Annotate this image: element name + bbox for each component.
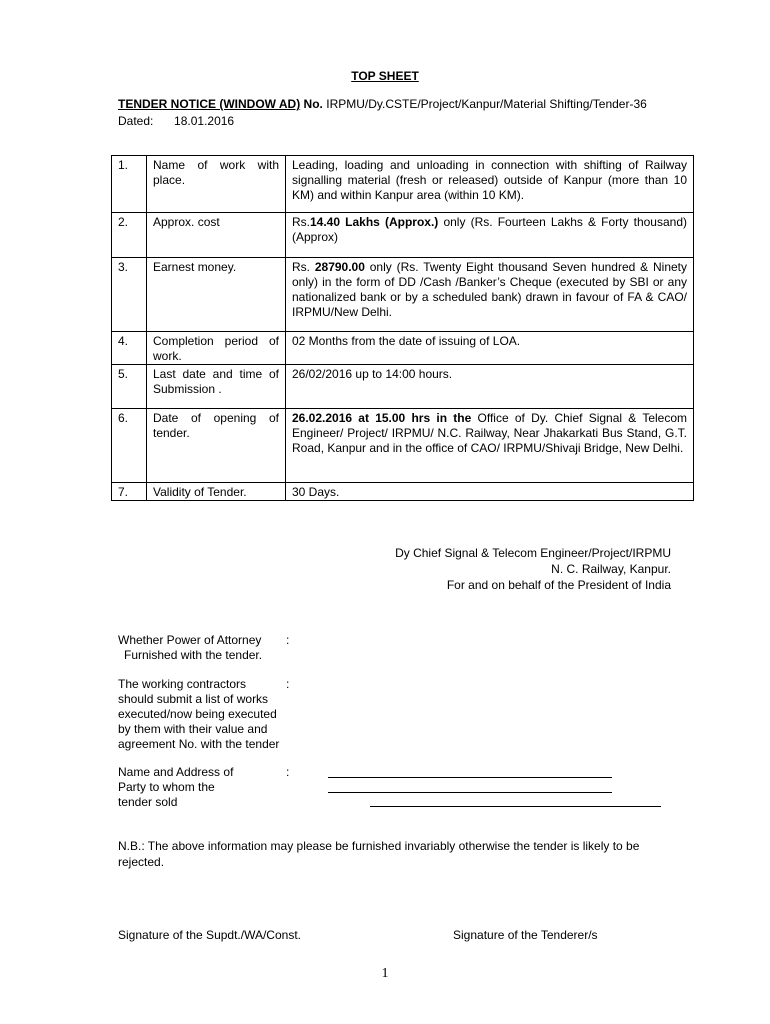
signatory-block xyxy=(395,545,671,593)
value-prefix: Rs. xyxy=(292,260,315,274)
row-value xyxy=(286,213,694,258)
value-rest: Office of Dy. Chief Signal & Telecom Engineer/ Project/ IRPMU/ N.C. Railway, Near Jhakarkati Bus Stand, G.T. Road, Kanpur and in the office of CAO/ IRPMU/Shivaji Bridge, New Delhi. xyxy=(292,411,688,455)
field-label: should submit a list of works xyxy=(118,692,269,706)
table-row xyxy=(112,213,694,258)
row-label: Approx. cost xyxy=(147,213,286,258)
table-row xyxy=(112,365,694,409)
table-row xyxy=(112,332,694,365)
table-row xyxy=(112,409,694,483)
row-label: Completion period of work. xyxy=(147,332,286,365)
page-title: TOP SHEET xyxy=(351,69,419,83)
table-row xyxy=(112,483,694,501)
tender-notice-line xyxy=(118,97,647,111)
value-prefix: Rs. xyxy=(292,215,310,229)
works-list-field xyxy=(118,677,279,752)
row-value: 02 Months from the date of issuing of LOA. xyxy=(286,332,694,365)
field-colon: : xyxy=(286,633,290,647)
field-label: Furnished with the tender. xyxy=(124,648,263,662)
blank-line xyxy=(328,777,612,778)
row-label: Name of work with place. xyxy=(147,156,286,213)
power-of-attorney-field xyxy=(118,633,262,663)
value-rest: only (Rs. Twenty Eight thousand Seven hundred & Ninety only) in the form of DD /Cash /Banker’s Cheque (executed by SBI or any nationalized bank or by a scheduled bank) drawn in favour of FA & CAO/ IRPMU/New Delhi. xyxy=(292,260,688,319)
signatory-behalf: For and on behalf of the President of India xyxy=(446,578,671,592)
signatory-designation: Dy Chief Signal & Telecom Engineer/Project/IRPMU xyxy=(395,546,671,560)
row-number: 1. xyxy=(112,156,147,213)
signatory-office: N. C. Railway, Kanpur. xyxy=(551,562,671,576)
row-label: Date of opening of tender. xyxy=(147,409,286,483)
tender-details-table xyxy=(111,155,694,501)
value-bold: 14.40 Lakhs (Approx.) xyxy=(310,215,439,229)
dated-value: 18.01.2016 xyxy=(174,114,235,128)
row-label: Validity of Tender. xyxy=(147,483,286,501)
row-number: 7. xyxy=(112,483,147,501)
blank-line xyxy=(328,792,612,793)
nb-note: N.B.: The above information may please be furnished invariably otherwise the tender is likely to be rejected. xyxy=(118,839,640,869)
field-label: The working contractors xyxy=(118,677,247,691)
value-bold: 26.02.2016 at 15.00 hrs in the xyxy=(292,411,472,425)
row-number: 4. xyxy=(112,332,147,365)
field-label: by them with their value and xyxy=(118,722,268,736)
row-number: 3. xyxy=(112,258,147,332)
dated-label: Dated: xyxy=(118,114,154,128)
table-row xyxy=(112,258,694,332)
field-label: executed/now being executed xyxy=(118,707,277,721)
value-rest: only (Rs. Fourteen Lakhs & Forty thousand) (Approx) xyxy=(292,215,687,244)
table-row xyxy=(112,156,694,213)
row-number: 2. xyxy=(112,213,147,258)
field-label: Whether Power of Attorney xyxy=(118,633,262,647)
field-label: agreement No. with the tender xyxy=(118,737,280,751)
row-value: 30 Days. xyxy=(286,483,694,501)
field-colon: : xyxy=(286,765,290,779)
tender-notice-label: TENDER NOTICE (WINDOW AD) xyxy=(118,97,301,111)
row-number: 6. xyxy=(112,409,147,483)
party-field xyxy=(118,765,233,810)
field-label: tender sold xyxy=(118,795,178,809)
page-number: 1 xyxy=(381,966,389,981)
signature-supdt: Signature of the Supdt./WA/Const. xyxy=(118,928,301,942)
row-value xyxy=(286,409,694,483)
blank-line xyxy=(370,806,661,807)
signature-tenderer: Signature of the Tenderer/s xyxy=(453,928,598,942)
field-label: Party to whom the xyxy=(118,780,215,794)
tender-notice-number: IRPMU/Dy.CSTE/Project/Kanpur/Material Shifting/Tender-36 xyxy=(326,97,647,111)
row-value: Leading, loading and unloading in connection with shifting of Railway signalling material (fresh or released) outside of Kanpur (more than 10 KM) and within Kanpur area (within 10 KM). xyxy=(286,156,694,213)
value-bold: 28790.00 xyxy=(314,260,365,274)
dated-line xyxy=(118,114,234,128)
row-label: Last date and time of Submission . xyxy=(147,365,286,409)
field-colon: : xyxy=(286,677,290,691)
row-number: 5. xyxy=(112,365,147,409)
row-value: 26/02/2016 up to 14:00 hours. xyxy=(286,365,694,409)
tender-notice-no-label: No. xyxy=(303,97,323,111)
field-label: Name and Address of xyxy=(118,765,234,779)
row-value xyxy=(286,258,694,332)
row-label: Earnest money. xyxy=(147,258,286,332)
